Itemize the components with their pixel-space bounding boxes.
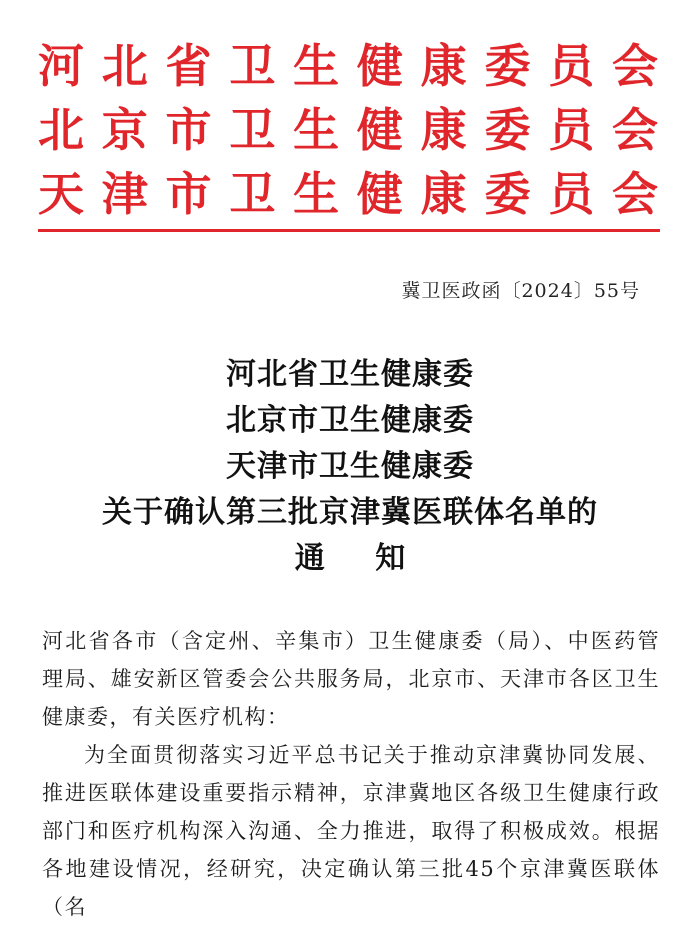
title-line-subject: 关于确认第三批京津冀医联体名单的 bbox=[102, 495, 598, 530]
title-line-hebei: 河北省卫生健康委 bbox=[226, 357, 474, 392]
letterhead-tianjin: 天津市卫生健康委员会 bbox=[38, 167, 660, 221]
title-line-notice: 通 知 bbox=[294, 541, 426, 576]
letterhead-beijing: 北京市卫生健康委员会 bbox=[38, 103, 660, 157]
body-paragraph: 为全面贯彻落实习近平总书记关于推动京津冀协同发展、推进医联体建设重要指示精神，京津冀地区各级卫生健康行政部门和医疗机构深入沟通、全力推进，取得了积极成效。根据各地建设情况，经研究，决定确认第三批45个京津冀医联体（名 bbox=[42, 743, 660, 919]
document-number: 冀卫医政函〔2024〕55号 bbox=[401, 280, 640, 302]
salutation: 河北省各市（含定州、辛集市）卫生健康委（局）、中医药管理局、雄安新区管委会公共服务局，北京市、天津市各区卫生健康委，有关医疗机构： bbox=[42, 629, 660, 729]
letterhead-hebei: 河北省卫生健康委员会 bbox=[38, 39, 660, 93]
title-line-beijing: 北京市卫生健康委 bbox=[226, 403, 474, 438]
document-body bbox=[42, 622, 660, 926]
red-divider-line bbox=[38, 229, 660, 232]
title-line-tianjin: 天津市卫生健康委 bbox=[226, 449, 474, 484]
letterhead bbox=[38, 34, 660, 226]
document-title bbox=[0, 352, 700, 582]
